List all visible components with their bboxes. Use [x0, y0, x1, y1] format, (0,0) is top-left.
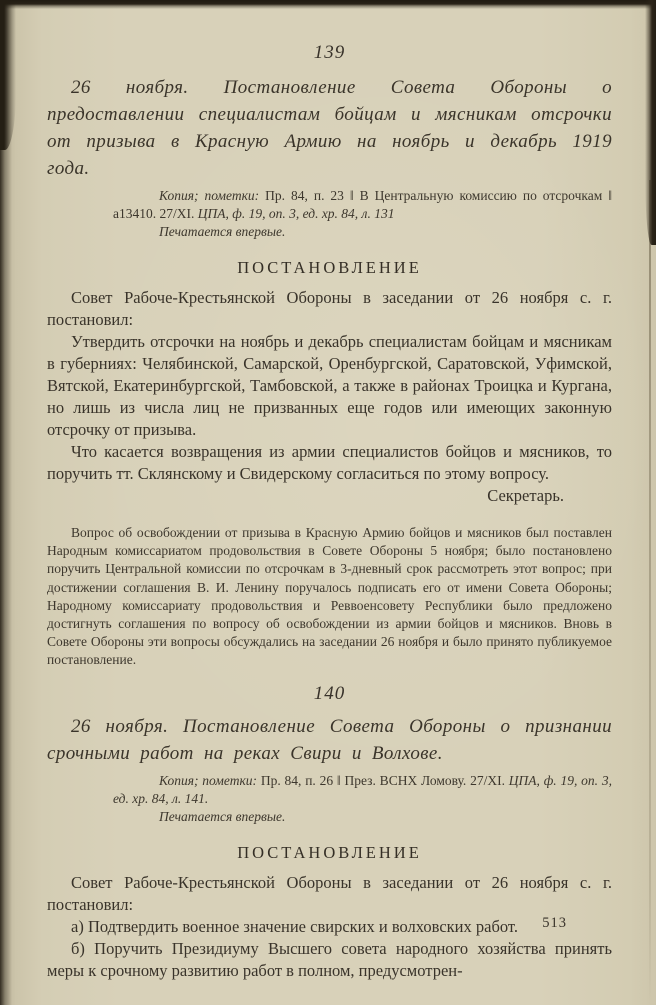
scan-page-edge-line — [649, 180, 651, 1005]
source-intro-140: Копия; пометки: — [159, 772, 258, 788]
decree-paragraph: Совет Рабоче-Крестьянской Обороны в заседании от 26 ноября с. г. постановил: — [47, 288, 612, 329]
source-published-139: Печатается впервые. — [159, 224, 286, 239]
decree-paragraph: а) Подтвердить военное значение свирских и волховских работ. — [71, 916, 518, 936]
scan-edge-top — [0, 0, 656, 9]
source-note-139 — [113, 187, 612, 241]
decree-paragraph: Утвердить отсрочки на ноябрь и декабрь специалистам бойцам и мясникам в губерниях: Челябинской, Самарской, Оренбургской, Саратовской, Уфимской, Вятской, Екатеринбургской, Тамбовской, а также в районах Троицка и Кургана, но лишь из числа лиц не призванных еще годов или имеющих законную отсрочку от призыва. — [47, 332, 612, 439]
decree-entry-139 — [47, 42, 612, 670]
decree-paragraph: б) Поручить Президиуму Высшего совета народного хозяйства принять меры к срочному развитию работ в полном, предусмотрен- — [47, 938, 612, 980]
decree-heading-139: ПОСТАНОВЛЕНИЕ — [237, 258, 422, 277]
decree-heading-140: ПОСТАНОВЛЕНИЕ — [237, 842, 422, 862]
decree-paragraph: Что касается возвращения из армии специалистов бойцов и мясников, то поручить тт. Склянскому и Свидерскому согласиться по этому вопросу. — [47, 442, 612, 483]
entry-number-139: 139 — [313, 42, 346, 63]
decree-entry-140 — [47, 683, 612, 982]
scan-edge-right-top — [645, 0, 656, 245]
signature-line: Секретарь. — [487, 486, 564, 505]
book-page-number: 513 — [542, 915, 567, 931]
entry-title-139: 26 ноября. Постановление Совета Обороны о предоставлении специалистам бойцам и мясникам отсрочки от призыва в Красную Армию на ноябрь и декабрь 1919 года. — [47, 77, 612, 179]
source-published-140: Печатается впервые. — [159, 808, 286, 824]
scan-edge-left — [0, 0, 12, 1005]
entry-title-140: 26 ноября. Постановление Совета Обороны о признании срочными работ на реках Свири и Волхове. — [47, 715, 612, 764]
decree-paragraph: Совет Рабоче-Крестьянской Обороны в заседании от 26 ноября с. г. постановил: — [47, 872, 612, 914]
source-main-139 — [113, 187, 612, 223]
source-main-140 — [113, 772, 612, 808]
source-notes-139: Пр. 84, п. 23 ‖ В Центральную комиссию по отсрочкам ‖ а13410. 27/XI. — [113, 188, 613, 221]
source-note-140 — [113, 772, 612, 826]
entry-number-140: 140 — [313, 682, 346, 704]
source-notes-140: Пр. 84, п. 26 ‖ През. ВСНХ Ломову. 27/XI. — [260, 772, 505, 788]
source-archive-140: ЦПА, ф. 19, оп. 3, ед. хр. 84, л. 141. — [113, 772, 612, 806]
source-intro-139: Копия; пометки: — [159, 188, 260, 203]
editorial-commentary-139: Вопрос об освобождении от призыва в Красную Армию бойцов и мясников был поставлен Народным комиссариатом продовольствия в Совете Обороны 5 ноября; было постановлено поручить Центральной комиссии по отсрочкам в 3-дневный срок рассмотреть этот вопрос; при достижении соглашения В. И. Ленину поручалось подписать его от имени Совета Обороны; Народному комиссариату продовольствия и Реввоенсовету Республики было предложено достигнуть соглашения по вопросу об освобождении из армии бойцов и мясников. Вновь в Совете Обороны эти вопросы обсуждались на заседании 26 ноября и было принято публикуемое постановление. — [47, 525, 612, 668]
source-archive-139: ЦПА, ф. 19, оп. 3, ед. хр. 84, л. 131 — [197, 206, 395, 221]
